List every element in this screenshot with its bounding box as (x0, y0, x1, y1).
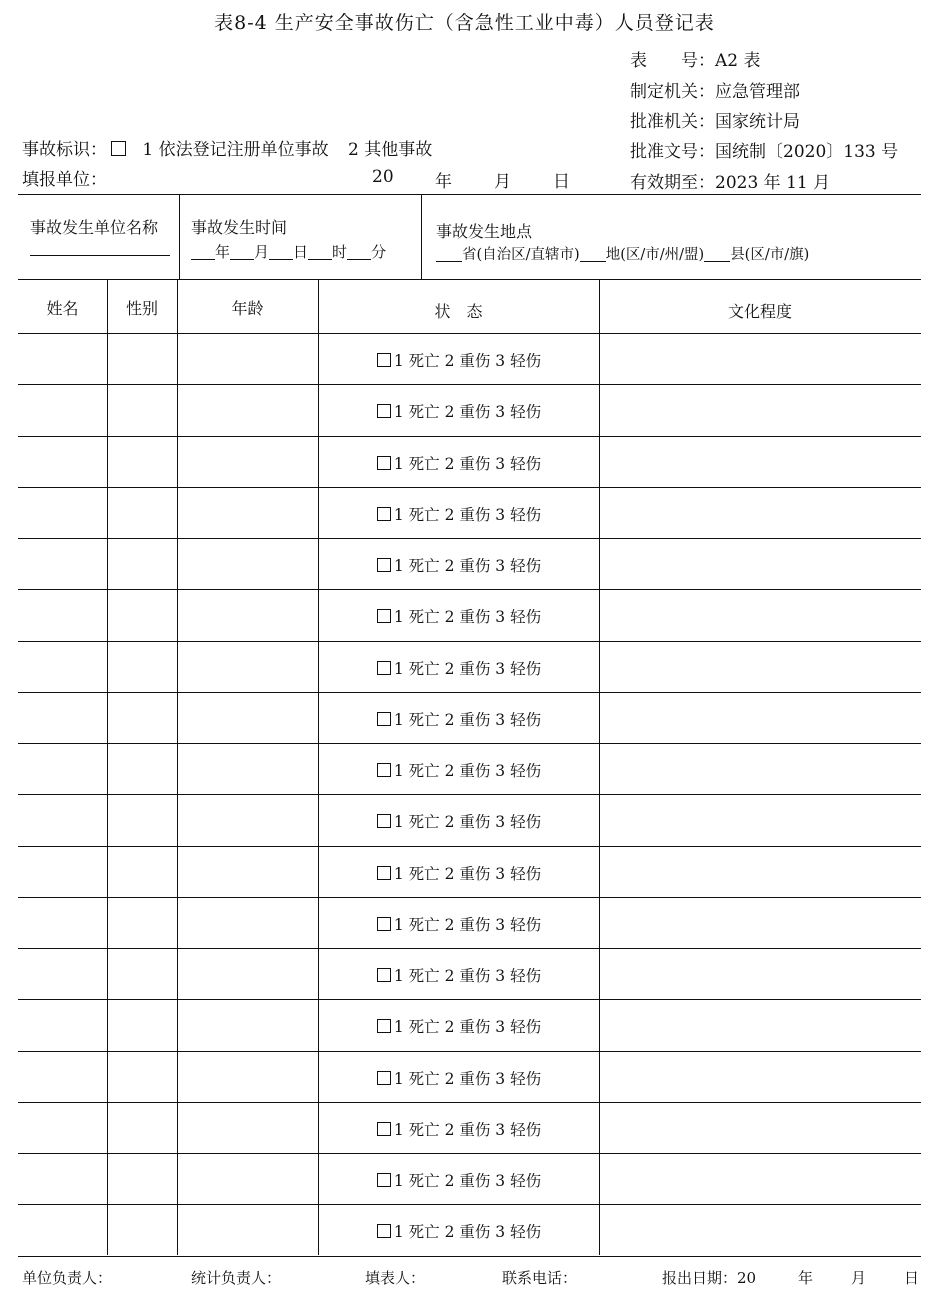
column-divider-gender (177, 279, 178, 1255)
accident-flag (22, 135, 432, 160)
place-label: 事故发生地点 (436, 222, 533, 241)
approver-label: 批准机关： (630, 112, 715, 132)
time-minute-field[interactable] (347, 244, 371, 260)
column-divider-status (599, 279, 600, 1255)
row-divider (18, 589, 921, 590)
approver-value: 国家统计局 (715, 112, 800, 132)
reporting-day: 日 (553, 172, 570, 192)
reporting-year-prefix: 20 (372, 167, 394, 187)
status-cell (319, 657, 599, 679)
footer-year: 年 (798, 1269, 814, 1287)
time-year-field[interactable] (191, 244, 215, 260)
time-unit-day: 日 (293, 243, 309, 261)
header-divider-2 (421, 194, 422, 279)
row-divider (18, 1102, 921, 1103)
reporting-month: 月 (494, 172, 511, 192)
status-cell (319, 1015, 599, 1037)
status-checkbox[interactable] (377, 917, 391, 931)
status-cell (319, 554, 599, 576)
valid-until (630, 168, 830, 193)
status-cell (319, 605, 599, 627)
status-options: 1 死亡 2 重伤 3 轻伤 (393, 762, 542, 780)
status-cell (319, 964, 599, 986)
status-cell (319, 349, 599, 371)
time-hour-field[interactable] (308, 244, 332, 260)
row-divider (18, 1204, 921, 1205)
time-unit-year: 年 (215, 243, 231, 261)
form-number-value: A2 表 (715, 51, 761, 71)
place-province-field[interactable] (436, 246, 462, 262)
status-options: 1 死亡 2 重伤 3 轻伤 (393, 1018, 542, 1036)
header-top-border (18, 194, 921, 195)
status-options: 1 死亡 2 重伤 3 轻伤 (393, 403, 542, 421)
approver (630, 107, 800, 132)
status-checkbox[interactable] (377, 814, 391, 828)
column-header-gender: 性别 (125, 299, 158, 318)
header-divider-1 (179, 194, 180, 279)
valid-until-label: 有效期至： (630, 173, 715, 193)
status-options: 1 死亡 2 重伤 3 轻伤 (393, 455, 542, 473)
table-top-border (18, 279, 921, 280)
accident-flag-option-2: 2 其他事故 (348, 140, 433, 160)
status-options: 1 死亡 2 重伤 3 轻伤 (393, 660, 542, 678)
row-divider (18, 743, 921, 744)
accident-flag-label: 事故标识： (22, 140, 107, 160)
time-unit-month: 月 (254, 243, 270, 261)
place-province-label: 省(自治区/直辖市) (462, 247, 580, 263)
time-unit-minute: 分 (371, 243, 387, 261)
row-divider (18, 1051, 921, 1052)
approval-doc-label: 批准文号： (630, 142, 715, 162)
footer-day: 日 (904, 1269, 920, 1287)
status-cell (319, 1067, 599, 1089)
footer-report-date: 报出日期：20 (662, 1269, 757, 1287)
status-checkbox[interactable] (377, 968, 391, 982)
status-checkbox[interactable] (377, 558, 391, 572)
reporting-unit-label: 填报单位： (22, 170, 107, 190)
valid-until-value: 2023 年 11 月 (715, 173, 831, 193)
row-divider (18, 384, 921, 385)
row-divider (18, 1153, 921, 1154)
status-options: 1 死亡 2 重伤 3 轻伤 (393, 813, 542, 831)
row-divider (18, 846, 921, 847)
maker (630, 77, 800, 102)
status-options: 1 死亡 2 重伤 3 轻伤 (393, 1070, 542, 1088)
row-divider (18, 641, 921, 642)
time-day-field[interactable] (269, 244, 293, 260)
form-number (630, 46, 761, 71)
footer-unit-head: 单位负责人： (22, 1269, 113, 1287)
place-county-label: 县(区/市/旗) (730, 247, 810, 263)
status-options: 1 死亡 2 重伤 3 轻伤 (393, 1223, 542, 1241)
status-cell (319, 452, 599, 474)
status-checkbox[interactable] (377, 763, 391, 777)
accident-flag-option-1: 1 依法登记注册单位事故 (142, 140, 329, 160)
status-checkbox[interactable] (377, 404, 391, 418)
footer-month: 月 (851, 1269, 867, 1287)
footer-filler: 填表人： (365, 1269, 426, 1287)
row-divider (18, 999, 921, 1000)
status-cell (319, 503, 599, 525)
status-options: 1 死亡 2 重伤 3 轻伤 (393, 865, 542, 883)
status-cell (319, 759, 599, 781)
column-header-education: 文化程度 (727, 302, 792, 321)
row-divider (18, 948, 921, 949)
unit-name-label: 事故发生单位名称 (30, 218, 159, 237)
place-prefecture-field[interactable] (580, 246, 606, 262)
approval-doc (630, 137, 898, 162)
status-options: 1 死亡 2 重伤 3 轻伤 (393, 916, 542, 934)
status-checkbox[interactable] (377, 609, 391, 623)
status-options: 1 死亡 2 重伤 3 轻伤 (393, 557, 542, 575)
place-fields (436, 243, 809, 264)
page-title: 表8-4 生产安全事故伤亡（含急性工业中毒）人员登记表 (214, 12, 715, 34)
column-header-status: 状 态 (434, 302, 483, 321)
status-cell (319, 810, 599, 832)
row-divider (18, 487, 921, 488)
status-cell (319, 1169, 599, 1191)
column-divider-name (107, 279, 108, 1255)
status-options: 1 死亡 2 重伤 3 轻伤 (393, 506, 542, 524)
status-options: 1 死亡 2 重伤 3 轻伤 (393, 711, 542, 729)
row-divider (18, 897, 921, 898)
status-cell (319, 913, 599, 935)
row-divider (18, 436, 921, 437)
column-header-name: 姓名 (46, 299, 79, 318)
status-cell (319, 400, 599, 422)
status-checkbox[interactable] (377, 866, 391, 880)
approval-doc-value: 国统制〔2020〕133 号 (715, 142, 899, 162)
status-options: 1 死亡 2 重伤 3 轻伤 (393, 967, 542, 985)
status-cell (319, 1220, 599, 1242)
status-options: 1 死亡 2 重伤 3 轻伤 (393, 1172, 542, 1190)
status-checkbox[interactable] (377, 1122, 391, 1136)
time-month-field[interactable] (230, 244, 254, 260)
row-divider (18, 538, 921, 539)
maker-label: 制定机关： (630, 82, 715, 102)
time-label: 事故发生时间 (191, 218, 288, 237)
status-options: 1 死亡 2 重伤 3 轻伤 (393, 608, 542, 626)
reporting-year: 年 (435, 172, 452, 192)
accident-flag-checkbox[interactable] (111, 141, 126, 156)
unit-name-field[interactable] (30, 240, 170, 256)
time-unit-hour: 时 (332, 243, 348, 261)
status-options: 1 死亡 2 重伤 3 轻伤 (393, 1121, 542, 1139)
status-checkbox[interactable] (377, 507, 391, 521)
status-checkbox[interactable] (377, 456, 391, 470)
status-checkbox[interactable] (377, 1224, 391, 1238)
footer-stats-head: 统计负责人： (191, 1269, 282, 1287)
place-prefecture-label: 地(区/市/州/盟) (605, 247, 705, 263)
footer-phone: 联系电话： (502, 1269, 578, 1287)
status-checkbox[interactable] (377, 1173, 391, 1187)
place-county-field[interactable] (704, 246, 730, 262)
row-divider (18, 794, 921, 795)
time-fields (191, 241, 386, 262)
row-divider (18, 1256, 921, 1257)
status-checkbox[interactable] (377, 712, 391, 726)
status-checkbox[interactable] (377, 353, 391, 367)
status-checkbox[interactable] (377, 661, 391, 675)
status-cell (319, 708, 599, 730)
table-header-bottom (18, 333, 921, 334)
status-checkbox[interactable] (377, 1071, 391, 1085)
form-number-label: 表 号： (630, 51, 715, 71)
status-cell (319, 1118, 599, 1140)
maker-value: 应急管理部 (715, 82, 800, 102)
row-divider (18, 692, 921, 693)
column-header-age: 年龄 (231, 299, 264, 318)
status-options: 1 死亡 2 重伤 3 轻伤 (393, 352, 542, 370)
status-cell (319, 862, 599, 884)
status-checkbox[interactable] (377, 1019, 391, 1033)
